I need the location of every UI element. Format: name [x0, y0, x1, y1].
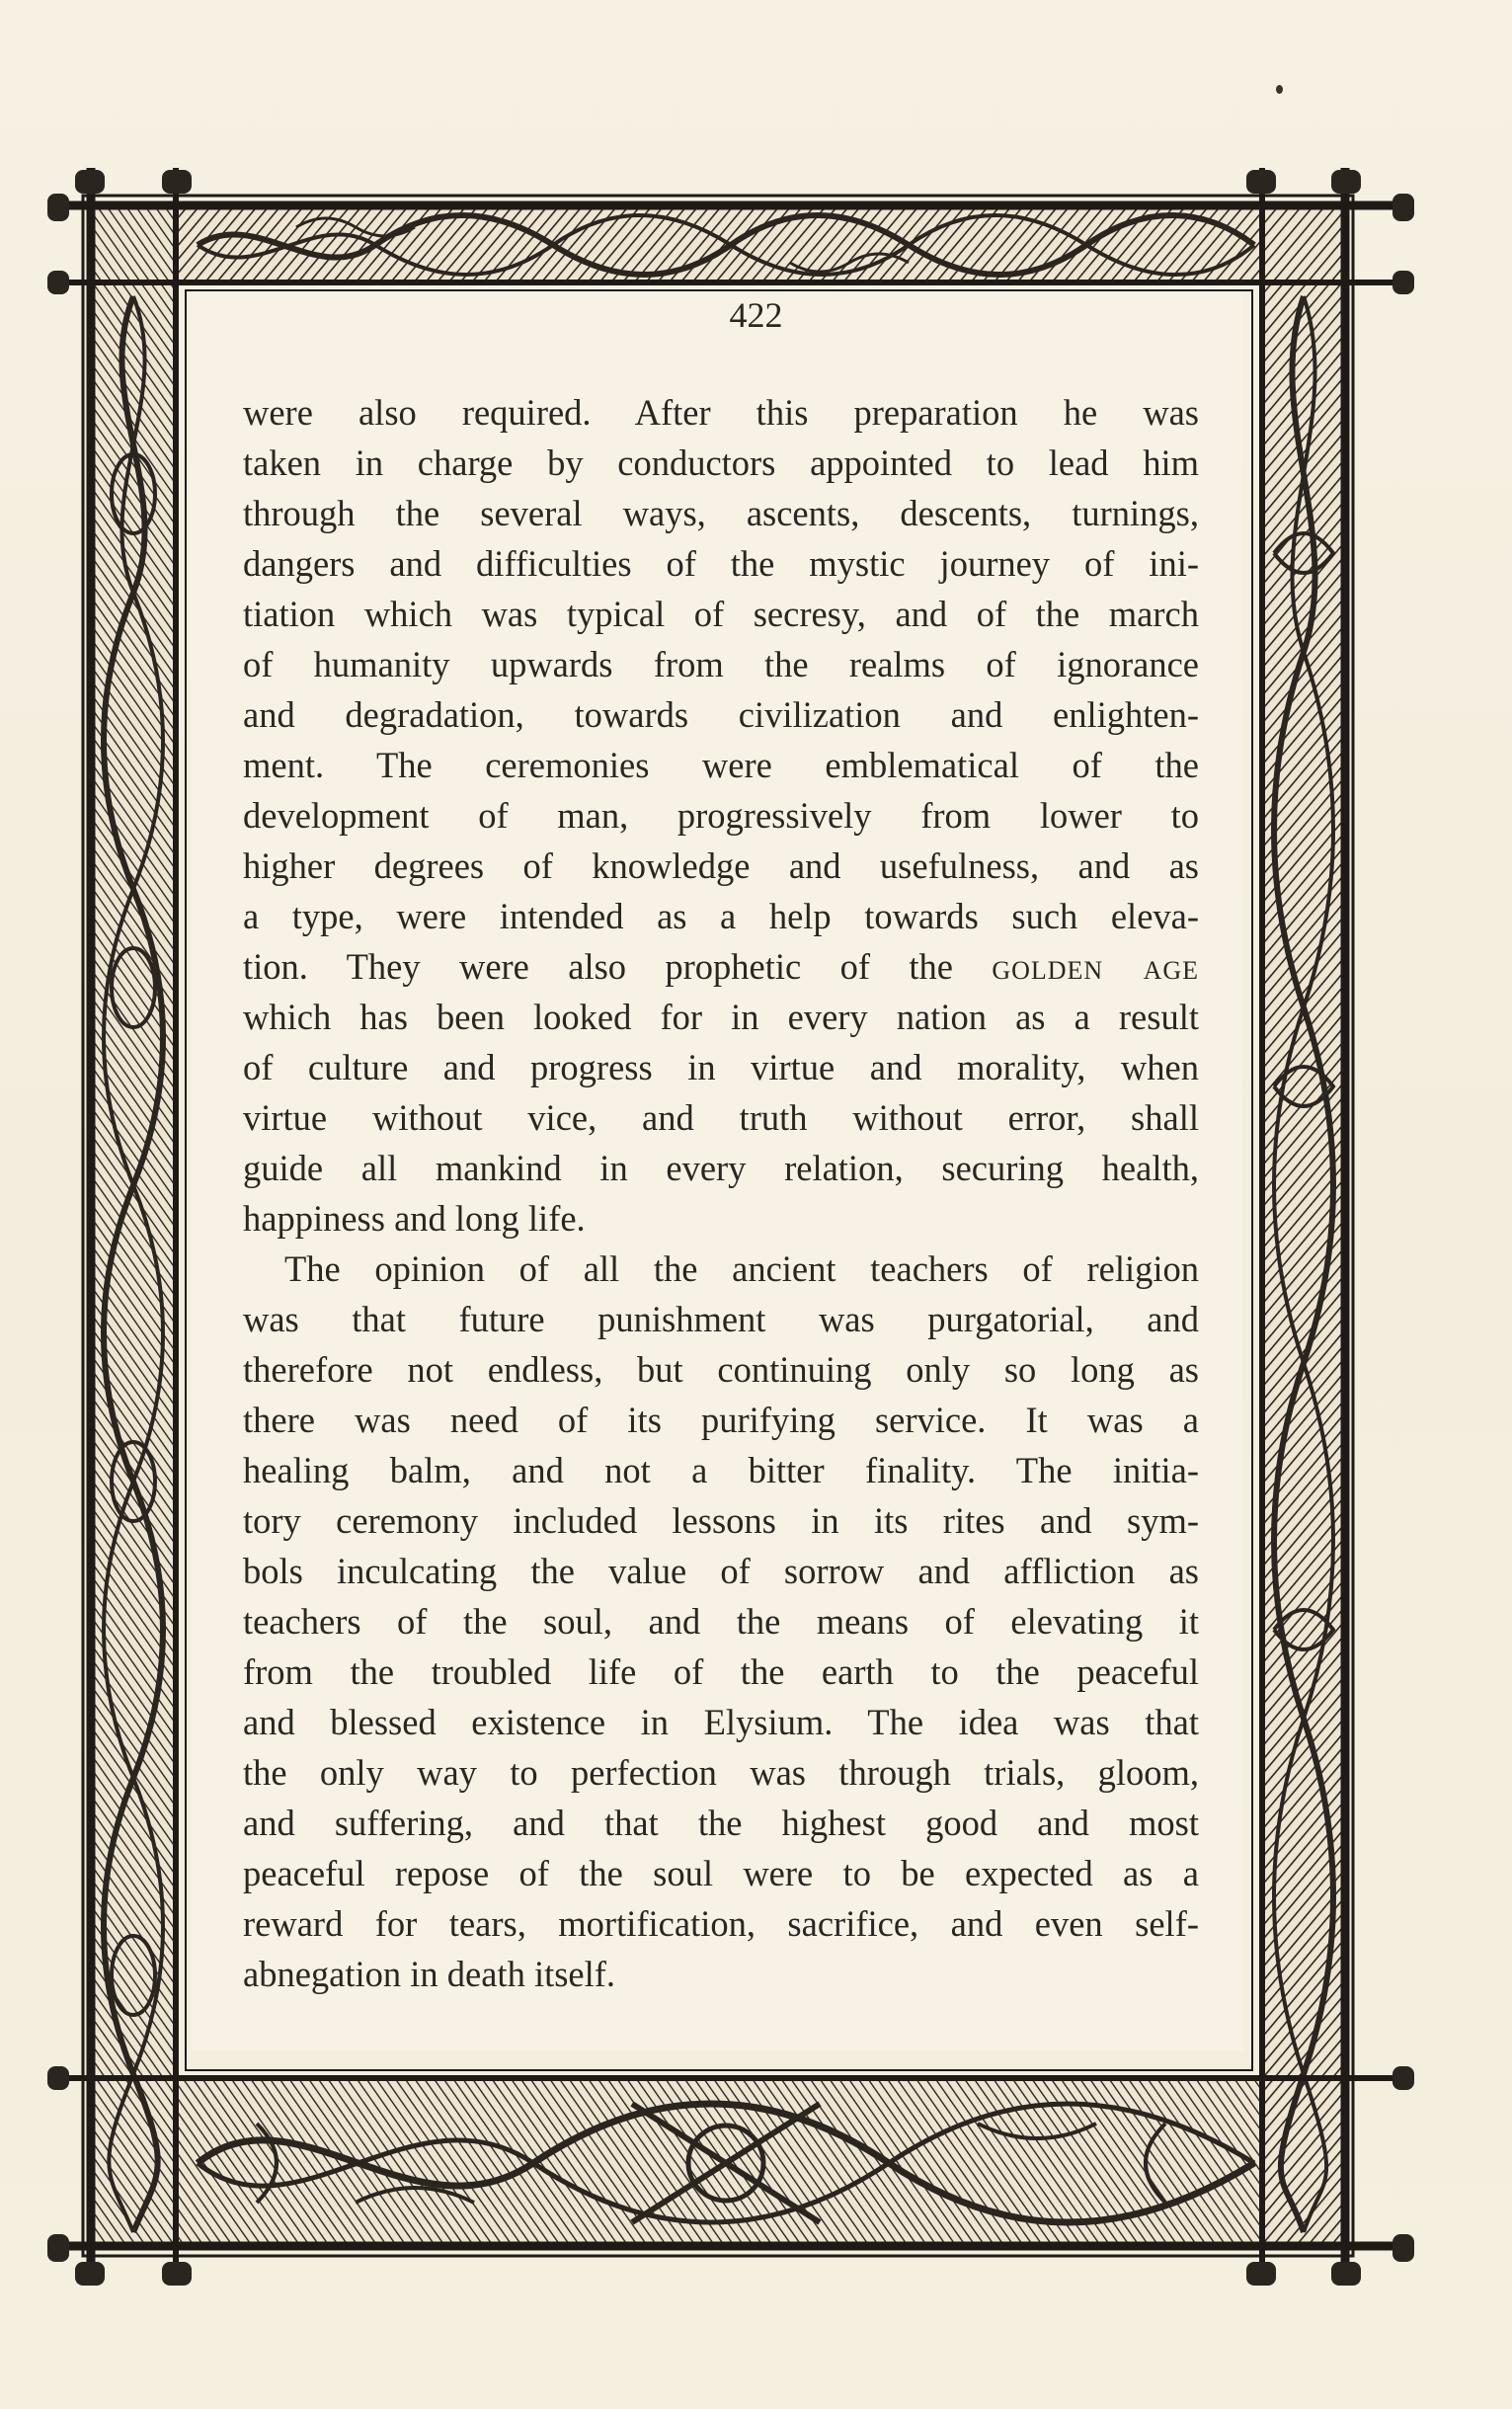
- text-line: there was need of its purifying service. It was a: [243, 1400, 1199, 1440]
- text-line: and degradation, towards civilization and enlighten-: [243, 694, 1199, 735]
- text-line: higher degrees of knowledge and usefulness, and as: [243, 845, 1199, 886]
- text-line: abnegation in death itself.: [243, 1954, 616, 1994]
- text-line: were also required. After this preparation he was: [243, 392, 1199, 433]
- text-line: and blessed existence in Elysium. The idea was that: [243, 1702, 1199, 1742]
- text-line: was that future punishment was purgatorial, and: [243, 1299, 1199, 1339]
- text-line: reward for tears, mortification, sacrifice, and even self-: [243, 1903, 1199, 1944]
- text-line: and suffering, and that the highest good and most: [243, 1803, 1199, 1843]
- text-line: development of man, progressively from lower to: [243, 795, 1199, 836]
- text-line: a type, were intended as a help towards such eleva-: [243, 896, 1199, 936]
- page-number: 422: [729, 295, 783, 335]
- text-line: peaceful repose of the soul were to be expected as a: [243, 1853, 1199, 1893]
- ink-speck: [1276, 85, 1283, 94]
- text-line: The opinion of all the ancient teachers of religion: [284, 1248, 1199, 1289]
- text-line: tory ceremony included lessons in its rites and sym-: [243, 1500, 1199, 1541]
- text-line: which has been looked for in every nation as a result: [243, 997, 1199, 1037]
- text-line: bols inculcating the value of sorrow and affliction as: [243, 1551, 1199, 1591]
- text-line: of humanity upwards from the realms of ignorance: [243, 644, 1199, 684]
- text-line: healing balm, and not a bitter finality. The initia-: [243, 1450, 1199, 1490]
- text-line: virtue without vice, and truth without error, shall: [243, 1097, 1199, 1138]
- text-line: from the troubled life of the earth to the peaceful: [243, 1651, 1199, 1692]
- text-line: guide all mankind in every relation, securing health,: [243, 1148, 1199, 1188]
- small-caps-phrase: golden age: [992, 946, 1199, 987]
- text-line: tiation which was typical of secresy, and of the march: [243, 594, 1199, 634]
- text-line: ment. The ceremonies were emblematical of the: [243, 745, 1199, 785]
- text-line: taken in charge by conductors appointed to lead him: [243, 442, 1199, 483]
- text-line: dangers and difficulties of the mystic journey of ini-: [243, 543, 1199, 584]
- text-line: teachers of the soul, and the means of elevating it: [243, 1601, 1199, 1642]
- top-border-band: [176, 205, 1262, 282]
- text-line: happiness and long life.: [243, 1198, 586, 1239]
- text-line: of culture and progress in virtue and morality, when: [243, 1047, 1199, 1087]
- text-line: therefore not endless, but continuing only so long as: [243, 1349, 1199, 1390]
- text-line: through the several ways, ascents, descents, turnings,: [243, 493, 1199, 533]
- text-line: the only way to perfection was through trials, gloom,: [243, 1752, 1199, 1793]
- text-segment: tion. They were also prophetic of the: [243, 946, 953, 987]
- body-text: [243, 387, 1199, 1999]
- text-line-with-small-caps: [243, 941, 1199, 992]
